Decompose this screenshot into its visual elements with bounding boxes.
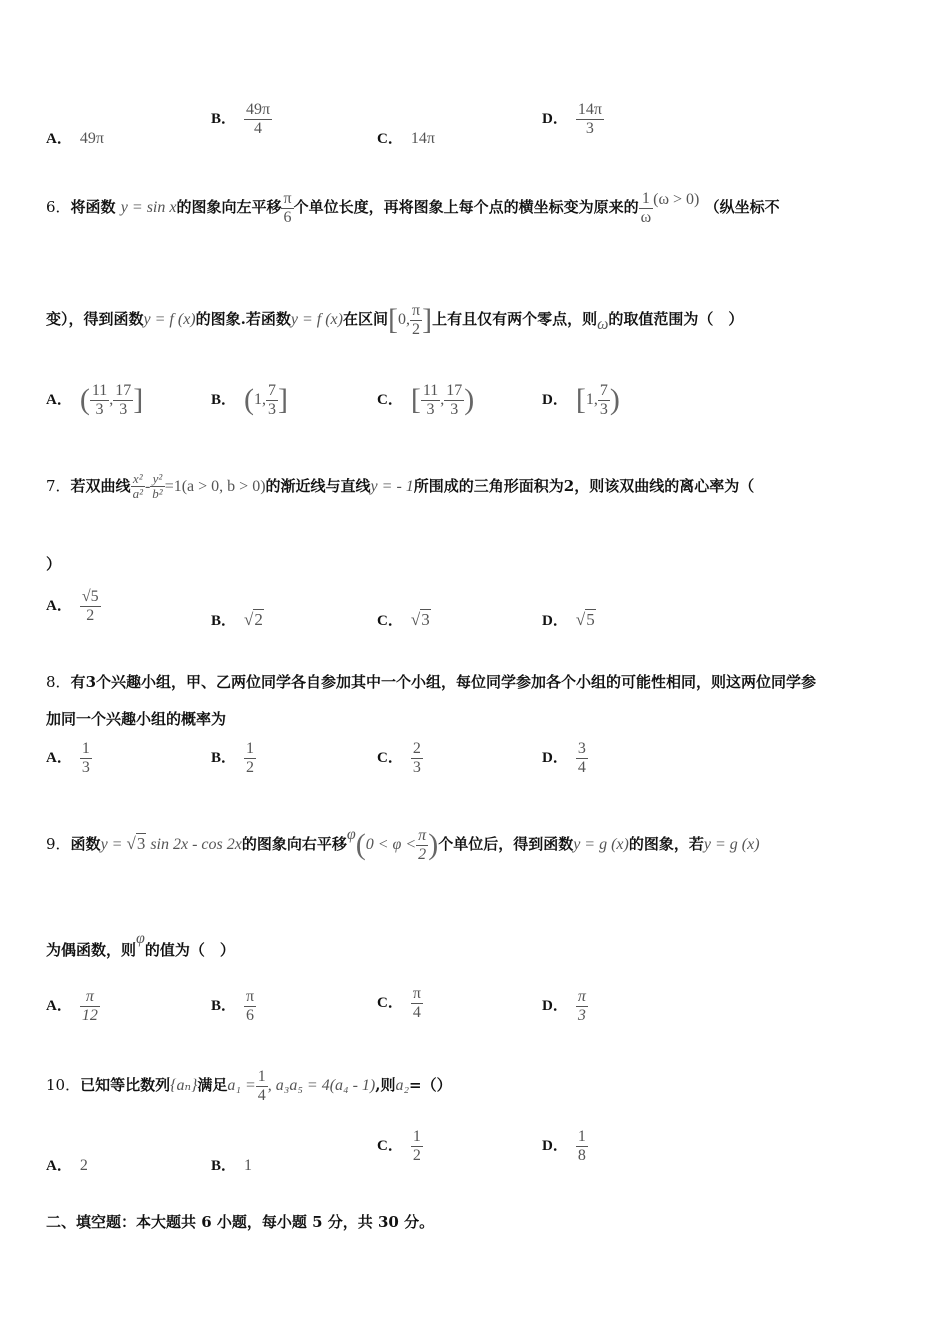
q6-shift-fraction: $\frac{\pi}{6}$ (283, 190, 292, 226)
q6-interval-fraction: $\frac{\pi}{2}$ (411, 302, 421, 338)
q6-a-upper: $\frac{17}{3}$ (115, 382, 132, 418)
q6-b-upper: $\frac{7}{3}$ (268, 382, 277, 418)
q9-option-a[interactable]: A． $\frac{\pi}{12}$ (46, 988, 98, 1024)
q6-scale-fraction: $\frac{1}{\omega}$ (640, 190, 652, 226)
q7-b-sqrt: √2 (244, 610, 263, 629)
q8-a-fraction: $\frac{1}{3}$ (81, 740, 90, 776)
q7-option-d[interactable]: D． √5 (542, 610, 595, 629)
q8-d-fraction: $\frac{3}{4}$ (577, 740, 586, 776)
q6-option-c[interactable]: C． [ $\frac{11}{3}$ , $\frac{17}{3}$ ) (377, 382, 475, 418)
q6-stem-line2: 变），得到函数y = f (x)的图象.若函数y = f (x)在区间[0, $\frac{\pi}{2}$ ]上有且仅有两个零点，则ω的取值范围为（ ） (46, 302, 744, 338)
q6-stem-line1: 6．将函数 y = sin x的图象向左平移 $\frac{\pi}{6}$ 个单位长度，再将图象上每个点的横坐标变为原来的 $\frac{1}{\omega}$ (ω > 0) （纵坐标不 (46, 190, 780, 226)
q5-option-d[interactable]: D． $\frac{14\pi}{3}$ (542, 101, 602, 137)
q10-option-b[interactable]: B． 1 (211, 1157, 253, 1174)
q8-stem-line2: 加同一个兴趣小组的概率为 (46, 710, 227, 728)
q10-c-fraction: $\frac{1}{2}$ (412, 1128, 421, 1164)
q9-sqrt3: √3 (126, 834, 146, 853)
q9-cond-fraction: $\frac{\pi}{2}$ (418, 826, 427, 863)
q10-option-d[interactable]: D． $\frac{1}{8}$ (542, 1128, 586, 1164)
q8-b-fraction: $\frac{1}{2}$ (246, 740, 255, 776)
q9-stem-line1: 9．函数y = √3 sin 2x - cos 2x的图象向右平移φ(0 < φ < $\frac{\pi}{2}$ )个单位后，得到函数y = g (x)的图象，若y = g (x) (46, 826, 760, 863)
q6-c-upper: $\frac{17}{3}$ (446, 382, 463, 418)
q6-c-lower: $\frac{11}{3}$ (422, 382, 439, 418)
q9-option-d[interactable]: D． $\frac{\pi}{3}$ (542, 988, 586, 1024)
q9-option-b[interactable]: B． $\frac{\pi}{6}$ (211, 988, 255, 1024)
q9-a-fraction: $\frac{\pi}{12}$ (81, 988, 98, 1024)
section-heading: 二、填空题：本大题共 6 小题，每小题 5 分，共 30 分。 (46, 1213, 435, 1231)
q8-option-a[interactable]: A． $\frac{1}{3}$ (46, 740, 90, 776)
q6-a-lower: $\frac{11}{3}$ (91, 382, 108, 418)
q7-option-b[interactable]: B． √2 (211, 610, 263, 629)
q10-option-a[interactable]: A． 2 (46, 1157, 88, 1174)
q9-b-fraction: $\frac{\pi}{6}$ (246, 988, 255, 1024)
q8-stem-line1: 8．有3个兴趣小组，甲、乙两位同学各自参加其中一个小组，每位同学参加各个小组的可能性相同，则这两位同学参 (46, 673, 817, 691)
q7-y-fraction: $\frac{\text{y²}}{\text{b²}}$ (152, 471, 163, 502)
q10-stem: 10．已知等比数列{aₙ}满足a₁ = $\frac{1}{4}$ , a₃a₅ = 4(a₄ - 1),则a₂=（） (46, 1068, 452, 1104)
q9-c-fraction: $\frac{\pi}{4}$ (412, 985, 421, 1021)
q9-option-c[interactable]: C． $\frac{\pi}{4}$ (377, 985, 421, 1021)
q6-d-upper: $\frac{7}{3}$ (599, 382, 608, 418)
q7-a-fraction: $\frac{√5}{2}$ (81, 588, 99, 624)
q8-c-fraction: $\frac{2}{3}$ (412, 740, 421, 776)
q7-stem-line1: 7．若双曲线 $\frac{\text{x²}}{\text{a²}}$ - $\frac{\text{y²}}{\text{b²}}$ =1(a > 0, b > 0)的渐近线与直线y = - 1所围成的三角形面积为2，则该双曲线的离心率为（ (46, 471, 755, 502)
q7-stem-line2: ） (46, 555, 62, 573)
q9-d-fraction: $\frac{\pi}{3}$ (577, 988, 586, 1024)
q5-option-a[interactable]: A． 49π (46, 130, 104, 147)
q6-option-b[interactable]: B． (1, $\frac{7}{3}$ ] (211, 382, 289, 418)
q8-option-c[interactable]: C． $\frac{2}{3}$ (377, 740, 421, 776)
q7-x-fraction: $\frac{\text{x²}}{\text{a²}}$ (132, 471, 143, 502)
q6-option-d[interactable]: D． [1, $\frac{7}{3}$ ) (542, 382, 620, 418)
q10-option-c[interactable]: C． $\frac{1}{2}$ (377, 1128, 421, 1164)
q10-a1-fraction: $\frac{1}{4}$ (257, 1068, 266, 1104)
q8-option-d[interactable]: D． $\frac{3}{4}$ (542, 740, 586, 776)
q5-b-fraction: $\frac{49\pi}{4}$ (246, 101, 271, 137)
q5-option-c[interactable]: C． 14π (377, 130, 435, 147)
q5-option-b[interactable]: B． $\frac{49\pi}{4}$ (211, 101, 271, 137)
q7-c-sqrt: √3 (410, 610, 430, 629)
q7-option-c[interactable]: C． √3 (377, 610, 430, 629)
q10-d-fraction: $\frac{1}{8}$ (577, 1128, 586, 1164)
q9-stem-line2: 为偶函数，则φ的值为（ ） (46, 930, 235, 959)
q7-d-sqrt: √5 (575, 610, 595, 629)
q7-option-a[interactable]: A． $\frac{√5}{2}$ (46, 588, 99, 624)
q6-option-a[interactable]: A． ( $\frac{11}{3}$ , $\frac{17}{3}$ ] (46, 382, 144, 418)
q5-d-fraction: $\frac{14\pi}{3}$ (577, 101, 602, 137)
q8-option-b[interactable]: B． $\frac{1}{2}$ (211, 740, 255, 776)
